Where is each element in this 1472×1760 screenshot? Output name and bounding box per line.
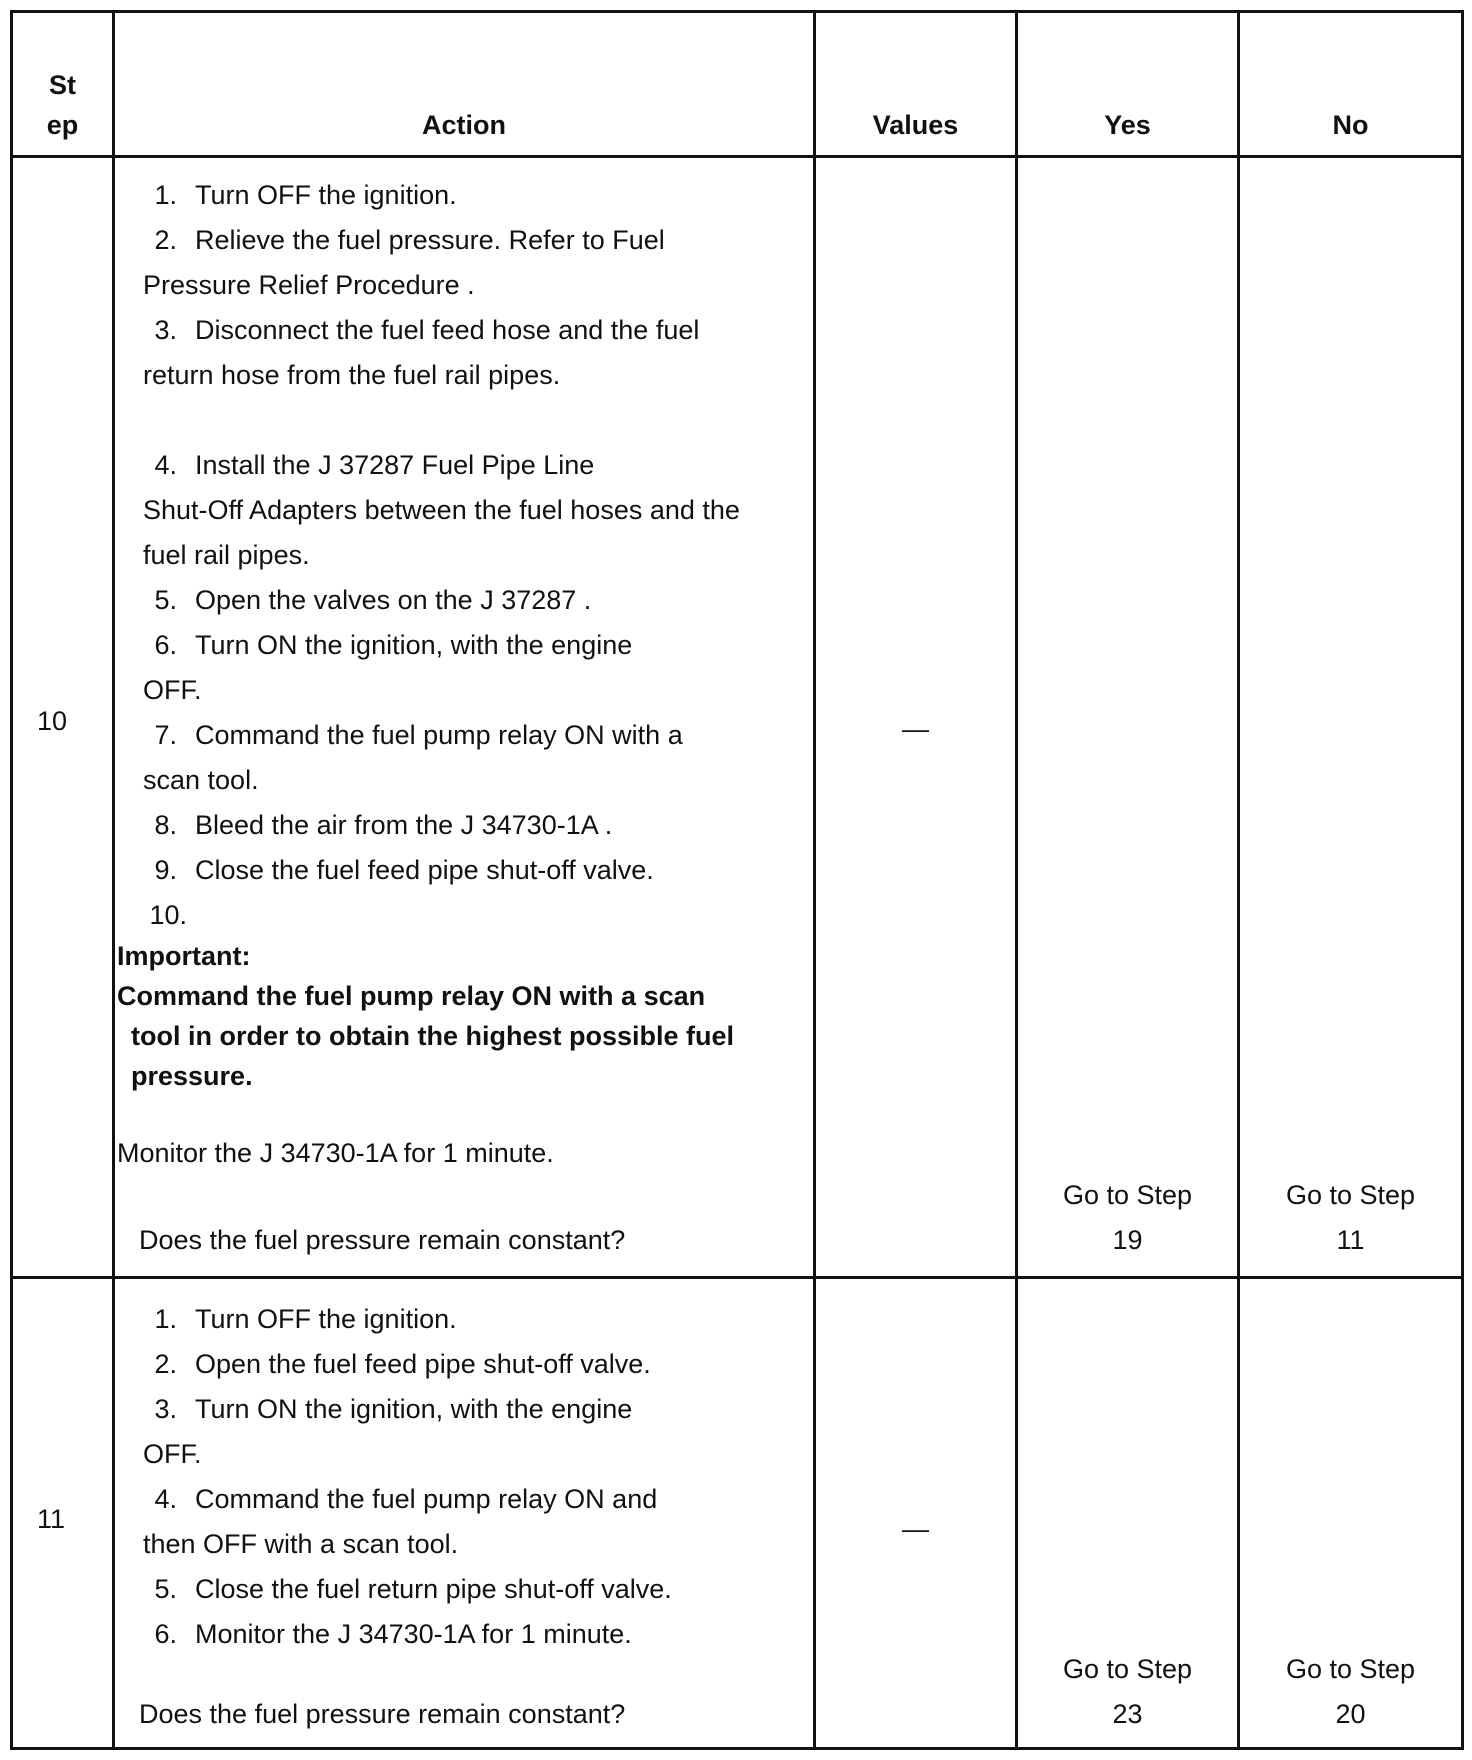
col-divider-action: [813, 13, 816, 1747]
yes-goto-step: 19: [1112, 1225, 1143, 1255]
diagnostic-table: [10, 10, 1464, 1750]
action-cell: [129, 173, 809, 938]
no-goto-step: 20: [1335, 1699, 1366, 1729]
list-item-cont: fuel rail pipes.: [143, 540, 310, 570]
header-yes: Yes: [1104, 110, 1151, 140]
list-item: 5. Open the valves on the J 37287 .: [154, 585, 592, 615]
header-step-line2: ep: [46, 110, 79, 140]
no-cell: [1240, 1173, 1461, 1263]
question-text: Does the fuel pressure remain constant?: [139, 1225, 626, 1255]
list-item: 2. Relieve the fuel pressure. Refer to Fuel: [154, 225, 665, 255]
list-item: 9. Close the fuel feed pipe shut-off valve.: [154, 855, 654, 885]
list-item: 4. Command the fuel pump relay ON and: [154, 1484, 658, 1514]
question-text: Does the fuel pressure remain constant?: [139, 1699, 626, 1729]
important-note: [117, 936, 807, 1096]
important-text-1: Command the fuel pump relay ON with a scan: [117, 981, 706, 1011]
header-step: [13, 65, 112, 145]
list-item: 3. Disconnect the fuel feed hose and the fuel: [154, 315, 700, 345]
yes-cell: [1018, 1647, 1237, 1737]
step-number: 11: [37, 1504, 66, 1534]
list-item-cont: then OFF with a scan tool.: [143, 1529, 459, 1559]
important-text-3: pressure.: [131, 1061, 253, 1091]
list-item: 10.: [149, 900, 187, 930]
list-item-cont: Pressure Relief Procedure .: [143, 270, 475, 300]
list-item-cont: OFF.: [143, 1439, 202, 1469]
list-item-cont: Shut-Off Adapters between the fuel hoses and the: [143, 495, 740, 525]
no-cell: [1240, 1647, 1461, 1737]
list-item: 5. Close the fuel return pipe shut-off valve.: [154, 1574, 672, 1604]
col-divider-step: [112, 13, 115, 1747]
list-item: 4. Install the J 37287 Fuel Pipe Line: [154, 450, 595, 480]
important-label: Important:: [117, 941, 251, 971]
list-item-cont: return hose from the fuel rail pipes.: [143, 360, 561, 390]
list-item: 2. Open the fuel feed pipe shut-off valve.: [154, 1349, 651, 1379]
no-goto-step: 11: [1336, 1225, 1365, 1255]
header-action: Action: [422, 110, 506, 140]
header-step-line1: St: [49, 70, 76, 100]
col-divider-yes: [1237, 13, 1240, 1747]
yes-goto-step: 23: [1112, 1699, 1143, 1729]
spacer: [129, 398, 809, 443]
col-divider-values: [1015, 13, 1018, 1747]
list-item: 1. Turn OFF the ignition.: [154, 1304, 457, 1334]
yes-cell: [1018, 1173, 1237, 1263]
values-cell: —: [902, 1514, 929, 1544]
list-item: 6. Turn ON the ignition, with the engine: [154, 630, 633, 660]
yes-goto-label: Go to Step: [1062, 1654, 1193, 1684]
action-cell: [129, 1297, 809, 1657]
no-goto-label: Go to Step: [1285, 1180, 1416, 1210]
list-item: 7. Command the fuel pump relay ON with a: [154, 720, 683, 750]
values-cell: —: [902, 714, 929, 744]
header-values: Values: [872, 110, 959, 140]
yes-goto-label: Go to Step: [1062, 1180, 1193, 1210]
list-item-cont: OFF.: [143, 675, 202, 705]
header-no: No: [1332, 110, 1369, 140]
step-number: 10: [37, 706, 68, 736]
no-goto-label: Go to Step: [1285, 1654, 1416, 1684]
row-divider-10: [13, 1276, 1461, 1279]
important-text-2: tool in order to obtain the highest possible fuel: [131, 1021, 735, 1051]
list-item: 3. Turn ON the ignition, with the engine: [154, 1394, 633, 1424]
list-item: 6. Monitor the J 34730-1A for 1 minute.: [154, 1619, 632, 1649]
list-item: 8. Bleed the air from the J 34730-1A .: [154, 810, 613, 840]
row-divider-header: [13, 155, 1461, 158]
list-item: 1. Turn OFF the ignition.: [154, 180, 457, 210]
list-item-cont: scan tool.: [143, 765, 259, 795]
monitor-text: Monitor the J 34730-1A for 1 minute.: [117, 1138, 554, 1168]
